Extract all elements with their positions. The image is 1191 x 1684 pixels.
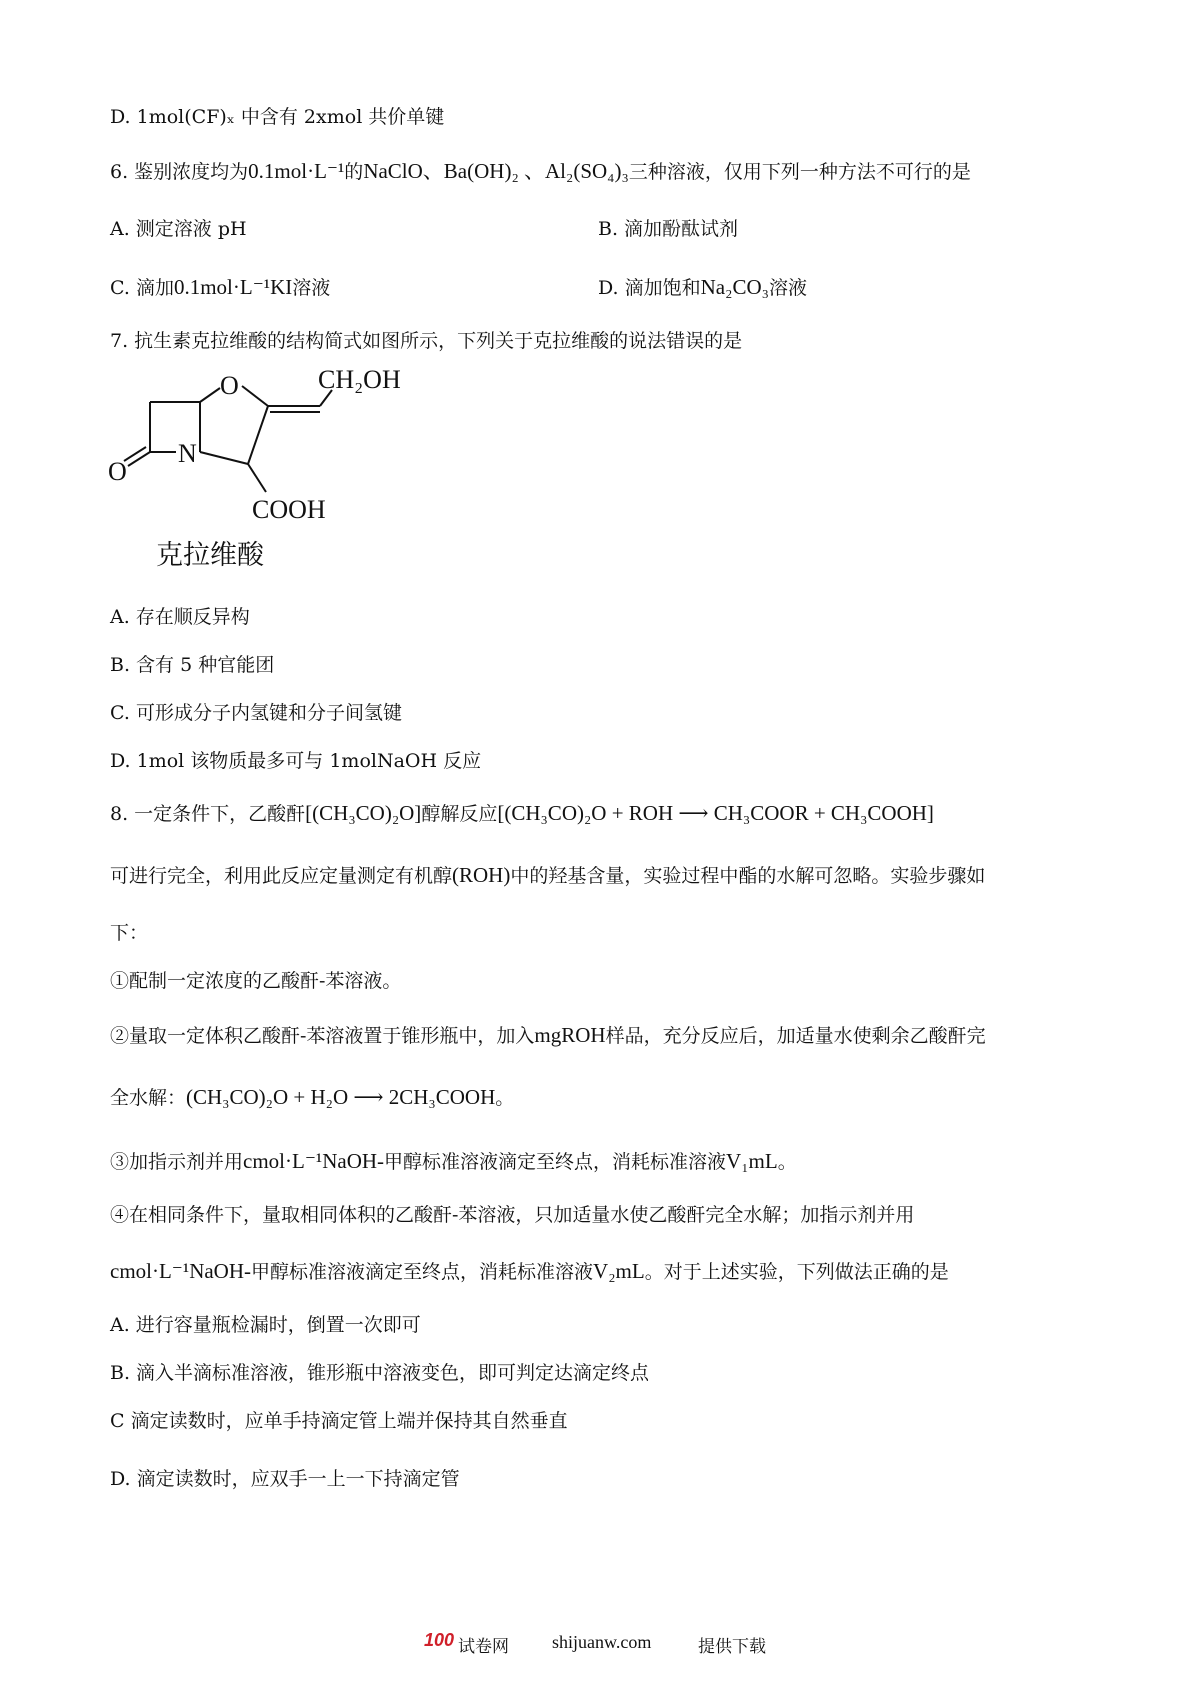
q8-stem-line2: 可进行完全，利用此反应定量测定有机醇(ROH)中的羟基含量，实验过程中酯的水解可忽略。实验步骤如 xyxy=(110,863,986,887)
site-name: 试卷网 xyxy=(458,1637,509,1657)
q6-option-d: D. 滴加饱和Na₂CO₃溶液 xyxy=(598,275,807,299)
q6-option-c: C. 滴加0.1mol·L⁻¹KI溶液 xyxy=(110,275,331,299)
q8-step-4a: ④在相同条件下，量取相同体积的乙酸酐-苯溶液，只加适量水使乙酸酐完全水解；加指示剂并用 xyxy=(110,1204,915,1226)
ring-oxygen-label: O xyxy=(220,371,239,400)
structure-caption: 克拉维酸 xyxy=(156,540,264,571)
q7-stem: 7. 抗生素克拉维酸的结构简式如图所示，下列关于克拉维酸的说法错误的是 xyxy=(110,330,743,352)
q8-stem-line1: 8. 一定条件下，乙酸酐[(CH₃CO)₂O]醇解反应[(CH₃CO)₂O + ROH ⟶ CH₃COOR + CH₃COOH] xyxy=(110,801,934,825)
q7-option-a: A. 存在顺反异构 xyxy=(110,606,250,628)
q8-option-b: B. 滴入半滴标准溶液，锥形瓶中溶液变色，即可判定达滴定终点 xyxy=(110,1362,650,1384)
q8-step-2b: 全水解：(CH₃CO)₂O + H₂O ⟶ 2CH₃COOH。 xyxy=(110,1085,515,1109)
ch2oh-label: CH₂OH xyxy=(318,365,401,394)
q8-stem-line3: 下： xyxy=(110,922,149,944)
site-logo: 100 xyxy=(424,1630,455,1650)
q8-step-1: ①配制一定浓度的乙酸酐-苯溶液。 xyxy=(110,970,402,992)
q6-option-b: B. 滴加酚酞试剂 xyxy=(598,218,739,240)
nitrogen-label: N xyxy=(178,439,197,468)
q7-option-c: C. 可形成分子内氢键和分子间氢键 xyxy=(110,702,402,724)
site-url[interactable]: shijuanw.com xyxy=(552,1632,652,1652)
footer-slogan: 提供下载 xyxy=(698,1637,766,1657)
q7-option-d: D. 1mol 该物质最多可与 1molNaOH 反应 xyxy=(110,750,482,772)
clavulanic-acid-structure xyxy=(108,365,468,590)
q6-stem: 6. 鉴别浓度均为0.1mol·L⁻¹的NaClO、Ba(OH)₂ 、Al₂(SO₄)₃三种溶液，仅用下列一种方法不可行的是 xyxy=(110,159,971,183)
q7-option-b: B. 含有 5 种官能团 xyxy=(110,654,275,676)
q5-option-d: D. 1mol(CF)ₓ 中含有 2xmol 共价单键 xyxy=(110,106,445,128)
q8-step-4b: cmol·L⁻¹NaOH-甲醇标准溶液滴定至终点，消耗标准溶液V₂mL。对于上述实验，下列做法正确的是 xyxy=(110,1259,949,1283)
q8-option-a: A. 进行容量瓶检漏时，倒置一次即可 xyxy=(110,1314,421,1336)
keto-oxygen-label: O xyxy=(108,457,127,486)
q6-option-a: A. 测定溶液 pH xyxy=(110,218,247,240)
q8-step-3: ③加指示剂并用cmol·L⁻¹NaOH-甲醇标准溶液滴定至终点，消耗标准溶液V₁mL。 xyxy=(110,1149,797,1173)
q8-option-d: D. 滴定读数时，应双手一上一下持滴定管 xyxy=(110,1468,460,1490)
cooh-label: COOH xyxy=(252,495,326,524)
q8-step-2a: ②量取一定体积乙酸酐-苯溶液置于锥形瓶中，加入mgROH样品，充分反应后，加适量水使剩余乙酸酐完 xyxy=(110,1023,986,1047)
q8-option-c: C 滴定读数时，应单手持滴定管上端并保持其自然垂直 xyxy=(110,1410,568,1432)
